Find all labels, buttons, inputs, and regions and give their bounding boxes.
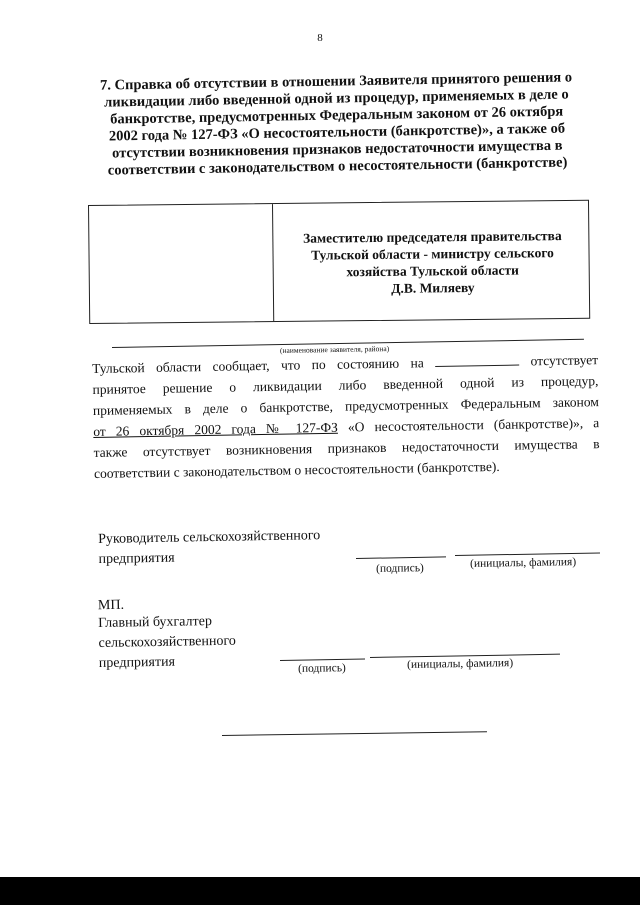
addressee-line: хозяйства Тульской области [346, 262, 519, 280]
table-divider [272, 204, 274, 321]
heading-line: отсутствии возникновения признаков недостаточности имущества в [111, 137, 563, 162]
heading-line: ликвидации либо введенной одной из процедур, применяемых в деле о [104, 86, 569, 111]
accountant-signature-field[interactable] [280, 659, 365, 661]
footer-rule [222, 731, 487, 736]
head-initials-field[interactable] [455, 552, 600, 556]
addressee-block [277, 227, 588, 298]
head-signature-caption: (подпись) [376, 562, 424, 575]
heading-line: 7. Справка об отсутствии в отношении Заявителя принятого решения о [99, 69, 573, 94]
statement-line: также отсутствует возникновения признаков недостаточности имущества в [93, 436, 600, 460]
section-heading [82, 69, 592, 180]
accountant-signature-caption: (подпись) [298, 662, 346, 675]
statement-line1-a: Тульской области сообщает, что по состоянию на [92, 355, 424, 376]
heading-line: соответствии с законодательством о несостоятельности (банкротстве) [107, 154, 568, 179]
applicant-name-caption: (наименование заявителя, района) [279, 344, 390, 355]
stamp-label: МП. [97, 597, 125, 614]
head-signatory-line1: Руководитель сельскохозяйственного [98, 528, 321, 547]
heading-line: банкротстве, предусмотренных Федеральным законом от 26 октября [110, 103, 564, 128]
accountant-signatory-line3: предприятия [98, 654, 176, 671]
accountant-initials-caption: (инициалы, фамилия) [407, 657, 514, 671]
date-blank-field[interactable] [435, 354, 519, 367]
accountant-signatory-label [98, 612, 236, 674]
scan-border [0, 877, 640, 905]
statement-line: принятое решение о ликвидации либо введенной одной из процедур, [92, 373, 599, 397]
addressee-table [88, 200, 590, 324]
statement-line: соответствии с законодательством о несостоятельности (банкротстве). [93, 458, 500, 481]
addressee-line: Заместителю председателя правительства [302, 228, 562, 246]
heading-line: 2002 года № 127-ФЗ «О несостоятельности (банкротстве)», а также об [108, 120, 566, 145]
law-reference-link[interactable]: от 26 октября 2002 года № 127-ФЗ [93, 419, 338, 439]
statement-line4-rest: «О несостоятельности (банкротстве)», а [337, 415, 600, 435]
accountant-signatory-line1: Главный бухгалтер [98, 614, 213, 631]
accountant-signatory-line2: сельскохозяйственного [98, 633, 236, 651]
addressee-line: Тульской области - министру сельского [311, 245, 554, 263]
addressee-line: Д.В. Миляеву [391, 279, 475, 296]
statement-line1-b: отсутствует [530, 352, 599, 369]
head-initials-caption: (инициалы, фамилия) [470, 556, 577, 570]
statement-text [92, 349, 600, 484]
head-signatory-label [98, 526, 321, 570]
head-signatory-line2: предприятия [98, 550, 175, 567]
page-number: 8 [317, 32, 323, 44]
head-signature-field[interactable] [356, 556, 446, 559]
statement-line: применяемых в деле о банкротстве, предусмотренных Федеральным законом [92, 394, 599, 418]
